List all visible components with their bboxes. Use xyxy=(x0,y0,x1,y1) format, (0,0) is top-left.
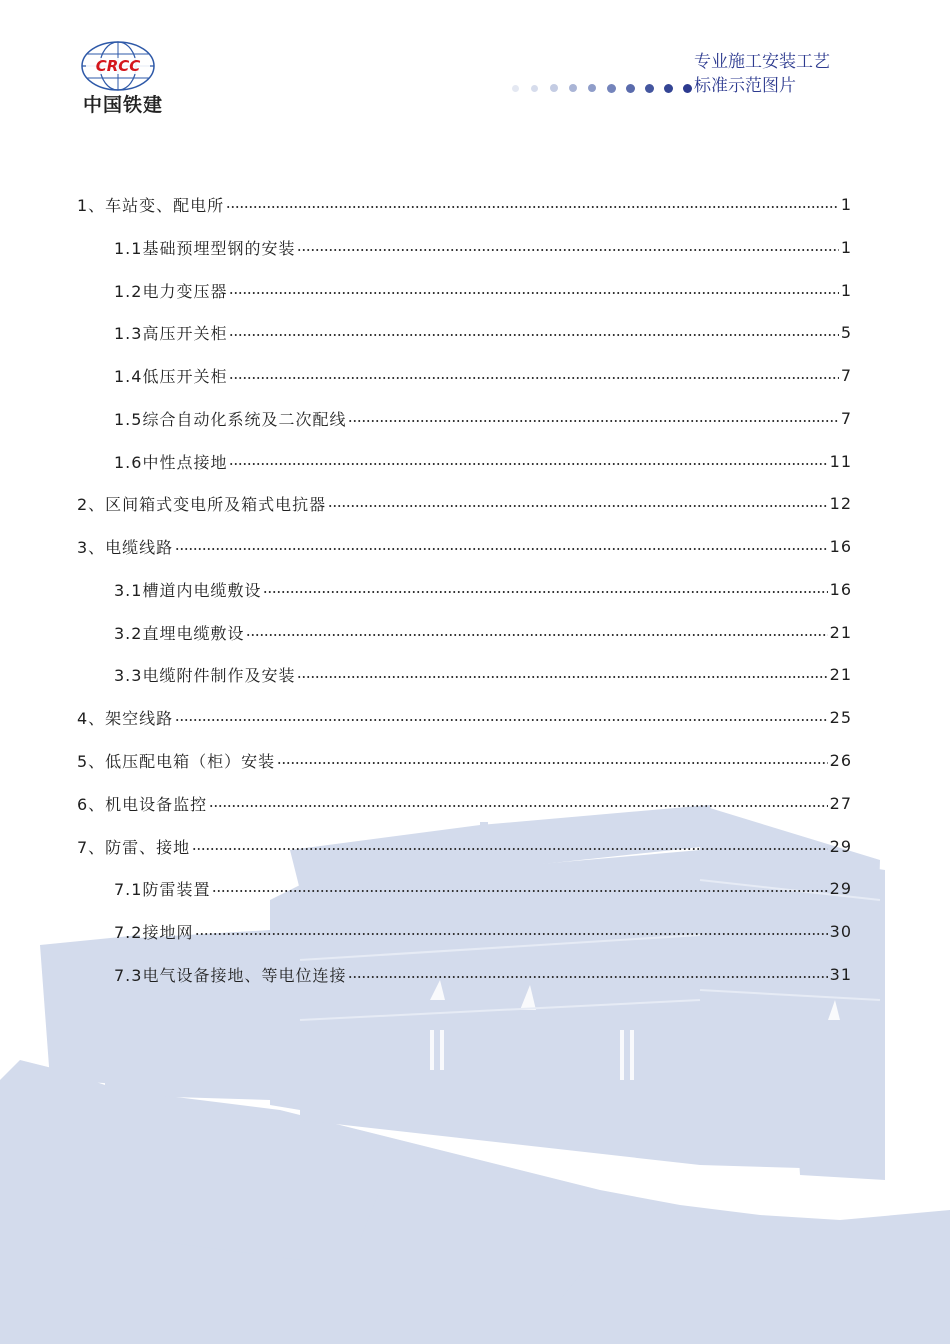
toc-entry[interactable] xyxy=(114,617,852,647)
toc-entry-page: 16 xyxy=(829,536,852,556)
toc-dot-leader xyxy=(175,548,827,550)
toc-dot-leader xyxy=(229,377,838,379)
toc-dot-leader xyxy=(297,249,838,251)
toc-entry-page: 21 xyxy=(829,664,852,684)
toc-entry-title: 1、车站变、配电所 xyxy=(77,195,225,215)
toc-entry[interactable] xyxy=(77,189,852,219)
toc-entry-title: 7.1防雷装置 xyxy=(114,879,211,899)
toc-dot-leader xyxy=(263,591,827,593)
toc-entry-title: 1.1基础预埋型钢的安装 xyxy=(114,238,296,258)
toc-dot-leader xyxy=(175,719,827,721)
toc-entry-page: 7 xyxy=(840,408,852,428)
toc-entry[interactable] xyxy=(77,745,852,775)
toc-entry-page: 1 xyxy=(840,280,852,300)
toc-entry-page: 5 xyxy=(840,322,852,342)
toc-dot-leader xyxy=(229,463,827,465)
toc-dot-leader xyxy=(328,505,827,507)
toc-entry-title: 3、电缆线路 xyxy=(77,537,174,557)
toc-entry[interactable] xyxy=(114,232,852,262)
toc-entry[interactable] xyxy=(114,403,852,433)
toc-dot-leader xyxy=(348,420,838,422)
toc-entry[interactable] xyxy=(77,488,852,518)
toc-entry-page: 30 xyxy=(829,921,852,941)
toc-entry-title: 3.3电缆附件制作及安装 xyxy=(114,665,296,685)
svg-text:CRCC: CRCC xyxy=(95,57,141,75)
toc-entry-title: 3.2直埋电缆敷设 xyxy=(114,623,245,643)
toc-dot-leader xyxy=(226,206,839,208)
toc-dot-leader xyxy=(277,762,827,764)
toc-entry[interactable] xyxy=(77,788,852,818)
header-title-line2: 标准示范图片 xyxy=(694,76,796,96)
toc-entry-page: 12 xyxy=(829,493,852,513)
page-header xyxy=(0,0,950,130)
toc-entry-page: 1 xyxy=(840,194,852,214)
toc-entry-page: 27 xyxy=(829,793,852,813)
toc-entry[interactable] xyxy=(114,360,852,390)
toc-dot-leader xyxy=(348,976,827,978)
logo-text: 中国铁建 xyxy=(82,94,163,116)
toc-dot-leader xyxy=(297,676,827,678)
toc-entry-page: 16 xyxy=(829,579,852,599)
toc-entry-title: 1.6中性点接地 xyxy=(114,452,228,472)
toc-entry[interactable] xyxy=(114,959,852,989)
crcc-globe-icon xyxy=(80,40,160,92)
toc-entry-title: 7.2接地网 xyxy=(114,922,194,942)
toc-entry-title: 1.2电力变压器 xyxy=(114,281,228,301)
toc-dot-leader xyxy=(212,890,827,892)
toc-entry-title: 2、区间箱式变电所及箱式电抗器 xyxy=(77,494,327,514)
toc-entry-page: 1 xyxy=(840,237,852,257)
header-title xyxy=(694,50,934,98)
decorative-dots xyxy=(512,83,692,95)
toc-entry-page: 26 xyxy=(829,750,852,770)
toc-entry-title: 5、低压配电箱（柜）安装 xyxy=(77,751,276,771)
toc-entry-page: 31 xyxy=(829,964,852,984)
toc-entry-title: 3.1槽道内电缆敷设 xyxy=(114,580,262,600)
header-title-line1: 专业施工安装工艺 xyxy=(694,52,830,72)
toc-entry[interactable] xyxy=(114,317,852,347)
toc-dot-leader xyxy=(209,805,827,807)
toc-entry-page: 7 xyxy=(840,365,852,385)
toc-dot-leader xyxy=(192,848,827,850)
toc-entry[interactable] xyxy=(114,916,852,946)
toc-entry-title: 1.4低压开关柜 xyxy=(114,366,228,386)
toc-dot-leader xyxy=(229,334,838,336)
toc-dot-leader xyxy=(195,933,827,935)
toc-entry[interactable] xyxy=(114,446,852,476)
toc-entry[interactable] xyxy=(77,531,852,561)
toc-entry-title: 1.3高压开关柜 xyxy=(114,323,228,343)
toc-entry[interactable] xyxy=(114,873,852,903)
toc-entry[interactable] xyxy=(114,574,852,604)
toc-entry-title: 6、机电设备监控 xyxy=(77,794,208,814)
toc-dot-leader xyxy=(229,292,838,294)
toc-entry[interactable] xyxy=(114,275,852,305)
toc-entry[interactable] xyxy=(77,702,852,732)
toc-entry-title: 7、防雷、接地 xyxy=(77,837,191,857)
toc-entry-title: 1.5综合自动化系统及二次配线 xyxy=(114,409,347,429)
company-logo xyxy=(68,40,178,120)
toc-entry-page: 21 xyxy=(829,622,852,642)
toc-entry-page: 11 xyxy=(829,451,852,471)
toc-entry-page: 29 xyxy=(829,878,852,898)
toc-entry[interactable] xyxy=(114,659,852,689)
toc-entry[interactable] xyxy=(77,831,852,861)
toc-entry-page: 25 xyxy=(829,707,852,727)
toc-entry-title: 7.3电气设备接地、等电位连接 xyxy=(114,965,347,985)
toc-entry-page: 29 xyxy=(829,836,852,856)
toc-dot-leader xyxy=(246,634,827,636)
toc-entry-title: 4、架空线路 xyxy=(77,708,174,728)
